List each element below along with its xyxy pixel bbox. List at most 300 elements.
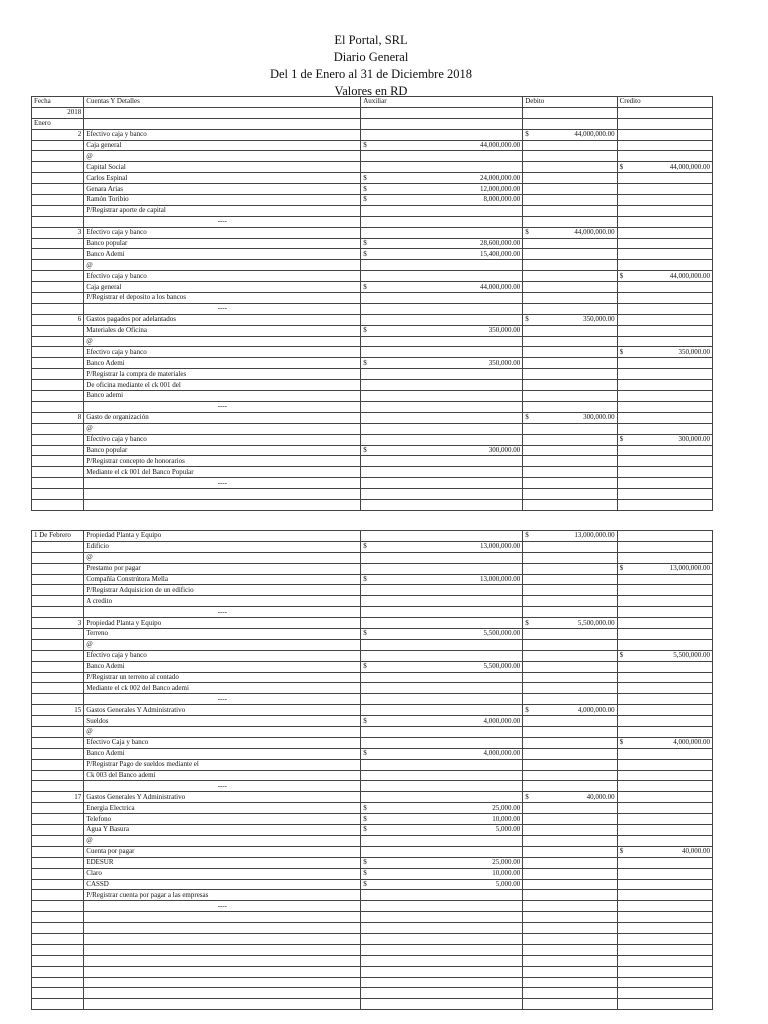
table-row — [32, 574, 713, 585]
table-row — [32, 358, 713, 369]
credit-cell — [617, 629, 712, 640]
credit-cell — [617, 857, 712, 868]
date-cell — [32, 912, 84, 923]
account-cell: Mediante el ck 001 del Banco Popular — [84, 467, 361, 478]
table-row — [32, 184, 713, 195]
credit-cell — [617, 541, 712, 552]
debit-cell — [523, 489, 617, 500]
credit-cell — [617, 151, 712, 162]
account-cell: Telefono — [84, 814, 361, 825]
date-cell — [32, 140, 84, 151]
currency-symbol: $ — [363, 869, 367, 878]
debit-cell — [523, 650, 617, 661]
currency-symbol: $ — [363, 575, 367, 583]
credit-cell — [617, 835, 712, 846]
auxiliar-cell — [361, 336, 523, 347]
date-cell — [32, 552, 84, 563]
auxiliar-cell — [361, 107, 523, 118]
debit-cell — [523, 705, 617, 716]
amount: 300,000.00 — [488, 445, 521, 454]
table-row — [32, 456, 713, 467]
credit-cell — [617, 803, 712, 814]
debit-cell — [523, 846, 617, 857]
amount: 350,000.00 — [488, 326, 521, 335]
amount: 44,000,000.00 — [574, 130, 615, 139]
credit-cell — [617, 912, 712, 923]
date-cell — [32, 868, 84, 879]
debit-cell — [523, 401, 617, 412]
debit-cell — [523, 759, 617, 770]
table-row — [32, 445, 713, 456]
auxiliar-cell — [361, 618, 523, 629]
date-cell: Enero — [32, 118, 84, 129]
auxiliar-cell — [361, 716, 523, 727]
table-row — [32, 489, 713, 500]
debit-cell — [523, 607, 617, 618]
debit-cell — [523, 639, 617, 650]
currency-symbol: $ — [363, 249, 367, 258]
table-row — [32, 846, 713, 857]
credit-cell — [617, 325, 712, 336]
debit-cell — [523, 467, 617, 478]
debit-cell — [523, 282, 617, 293]
table-row — [32, 205, 713, 216]
account-cell — [84, 107, 361, 118]
auxiliar-cell — [361, 412, 523, 423]
date-cell — [32, 499, 84, 510]
table-row — [32, 955, 713, 966]
credit-cell — [617, 890, 712, 901]
table-row — [32, 162, 713, 173]
currency-symbol: $ — [525, 228, 529, 237]
table-row — [32, 541, 713, 552]
date-cell — [32, 825, 84, 836]
date-cell — [32, 966, 84, 977]
table-row — [32, 716, 713, 727]
account-cell: Gastos pagados por adelantados — [84, 314, 361, 325]
account-cell: EDESUR — [84, 857, 361, 868]
account-cell — [84, 912, 361, 923]
currency-symbol: $ — [619, 435, 624, 444]
table-header-row — [32, 97, 713, 108]
credit-cell — [617, 879, 712, 890]
credit-cell — [617, 977, 712, 988]
credit-cell — [617, 271, 712, 282]
debit-cell — [523, 358, 617, 369]
account-cell — [84, 944, 361, 955]
entry-separator: ---- — [217, 781, 227, 790]
table-row — [32, 129, 713, 140]
auxiliar-cell — [361, 629, 523, 640]
auxiliar-cell — [361, 325, 523, 336]
auxiliar-cell — [361, 369, 523, 380]
auxiliar-cell — [361, 781, 523, 792]
table-row — [32, 737, 713, 748]
table-row — [32, 585, 713, 596]
account-cell: Cuenta por pagar — [84, 846, 361, 857]
auxiliar-cell — [361, 358, 523, 369]
account-cell: Banco Ademi — [84, 661, 361, 672]
account-cell — [84, 999, 361, 1010]
auxiliar-cell — [361, 574, 523, 585]
account-cell — [84, 933, 361, 944]
account-cell: Gastos Generales Y Administrativo — [84, 792, 361, 803]
table-row — [32, 293, 713, 304]
amount: 25,000.00 — [492, 803, 521, 812]
auxiliar-cell — [361, 205, 523, 216]
table-row — [32, 857, 713, 868]
debit-cell — [523, 814, 617, 825]
debit-cell — [523, 238, 617, 249]
table-row — [32, 563, 713, 574]
account-cell: Terreno — [84, 629, 361, 640]
table-row — [32, 770, 713, 781]
debit-cell — [523, 140, 617, 151]
credit-cell — [617, 184, 712, 195]
date-cell — [32, 607, 84, 618]
account-cell: Caja general — [84, 140, 361, 151]
date-cell — [32, 391, 84, 402]
table-row — [32, 661, 713, 672]
credit-cell — [617, 358, 712, 369]
credit-cell — [617, 770, 712, 781]
account-cell: Caja general — [84, 282, 361, 293]
auxiliar-cell — [361, 401, 523, 412]
credit-cell — [617, 901, 712, 912]
credit-cell — [617, 205, 712, 216]
credit-cell — [617, 531, 712, 542]
currency-symbol: $ — [363, 662, 367, 671]
credit-cell — [617, 401, 712, 412]
table-row — [32, 781, 713, 792]
table-row — [32, 650, 713, 661]
amount: 5,000.00 — [495, 825, 521, 834]
credit-cell — [617, 552, 712, 563]
debit-cell — [523, 629, 617, 640]
auxiliar-cell — [361, 314, 523, 325]
date-cell — [32, 401, 84, 412]
table-row — [32, 835, 713, 846]
table-row — [32, 618, 713, 629]
table-row — [32, 923, 713, 934]
date-cell — [32, 184, 84, 195]
date-cell — [32, 173, 84, 184]
debit-cell — [523, 216, 617, 227]
currency-symbol: $ — [363, 445, 367, 454]
table-row — [32, 401, 713, 412]
currency-symbol: $ — [363, 195, 367, 204]
auxiliar-cell — [361, 955, 523, 966]
auxiliar-cell — [361, 737, 523, 748]
currency-symbol: $ — [363, 173, 367, 182]
debit-cell — [523, 933, 617, 944]
auxiliar-cell — [361, 347, 523, 358]
account-cell — [84, 489, 361, 500]
currency-symbol: $ — [363, 825, 367, 834]
auxiliar-cell — [361, 607, 523, 618]
credit-cell — [617, 489, 712, 500]
auxiliar-cell — [361, 118, 523, 129]
date-cell — [32, 467, 84, 478]
table-row — [32, 303, 713, 314]
account-cell: @ — [84, 835, 361, 846]
debit-cell — [523, 737, 617, 748]
debit-cell — [523, 879, 617, 890]
credit-cell — [617, 727, 712, 738]
currency-symbol: $ — [363, 141, 367, 149]
account-cell: CASSD — [84, 879, 361, 890]
currency-note: Valores en RD — [334, 84, 408, 98]
account-cell: Ck 003 del Banco ademi — [84, 770, 361, 781]
debit-cell — [523, 890, 617, 901]
credit-cell — [617, 249, 712, 260]
amount: 350,000.00 — [678, 347, 710, 356]
amount: 4,000,000.00 — [483, 749, 521, 758]
auxiliar-cell — [361, 478, 523, 489]
table-row — [32, 748, 713, 759]
table-row — [32, 552, 713, 563]
credit-cell — [617, 107, 712, 118]
date-cell — [32, 596, 84, 607]
credit-cell — [617, 303, 712, 314]
date-cell — [32, 271, 84, 282]
account-cell: Efectivo caja y banco — [84, 271, 361, 282]
table-row — [32, 107, 713, 118]
auxiliar-cell — [361, 661, 523, 672]
debit-cell — [523, 478, 617, 489]
credit-cell — [617, 314, 712, 325]
date-cell — [32, 369, 84, 380]
table-row — [32, 216, 713, 227]
debit-cell — [523, 445, 617, 456]
account-cell: @ — [84, 639, 361, 650]
debit-cell — [523, 434, 617, 445]
credit-cell — [617, 456, 712, 467]
account-cell — [84, 966, 361, 977]
account-cell: Gasto de organización — [84, 412, 361, 423]
amount: 44,000,000.00 — [574, 228, 615, 237]
table-row — [32, 825, 713, 836]
account-cell — [84, 955, 361, 966]
entry-separator: ---- — [217, 217, 227, 226]
auxiliar-cell — [361, 650, 523, 661]
date-cell — [32, 650, 84, 661]
auxiliar-cell — [361, 933, 523, 944]
auxiliar-cell — [361, 249, 523, 260]
date-cell — [32, 445, 84, 456]
table-row — [32, 639, 713, 650]
auxiliar-cell — [361, 977, 523, 988]
amount: 25,000.00 — [492, 858, 521, 867]
auxiliar-cell — [361, 803, 523, 814]
amount: 5,500,000.00 — [483, 662, 521, 671]
date-cell — [32, 434, 84, 445]
auxiliar-cell — [361, 238, 523, 249]
date-cell: 6 — [32, 314, 84, 325]
auxiliar-cell — [361, 672, 523, 683]
date-cell — [32, 999, 84, 1010]
credit-cell — [617, 282, 712, 293]
date-cell: 3 — [32, 227, 84, 238]
debit-cell — [523, 271, 617, 282]
debit-cell — [523, 260, 617, 271]
date-cell — [32, 955, 84, 966]
credit-cell — [617, 868, 712, 879]
amount: 12,000,000.00 — [479, 184, 521, 193]
account-cell: Gastos Generales Y Administrativo — [84, 705, 361, 716]
account-cell: Materiales de Oficina — [84, 325, 361, 336]
credit-cell — [617, 467, 712, 478]
date-cell — [32, 456, 84, 467]
journal-table-january — [31, 96, 713, 511]
date-cell — [32, 944, 84, 955]
table-row — [32, 694, 713, 705]
debit-cell — [523, 303, 617, 314]
table-row — [32, 434, 713, 445]
amount: 13,000,000.00 — [479, 542, 521, 551]
credit-cell — [617, 999, 712, 1010]
debit-cell — [523, 770, 617, 781]
currency-symbol: $ — [363, 629, 367, 638]
account-cell: @ — [84, 552, 361, 563]
account-cell: P/Registrar un terreno al contado — [84, 672, 361, 683]
entry-separator: ---- — [217, 304, 227, 313]
table-row — [32, 901, 713, 912]
table-row — [32, 195, 713, 206]
table-row — [32, 683, 713, 694]
date-cell — [32, 205, 84, 216]
column-header-cuentas: Cuentas Y Detalles — [84, 97, 361, 108]
auxiliar-cell — [361, 923, 523, 934]
credit-cell — [617, 639, 712, 650]
date-cell — [32, 814, 84, 825]
date-cell: 17 — [32, 792, 84, 803]
auxiliar-cell — [361, 184, 523, 195]
account-cell: Genara Arias — [84, 184, 361, 195]
amount: 8,000,000.00 — [483, 195, 521, 204]
auxiliar-cell — [361, 541, 523, 552]
date-cell — [32, 380, 84, 391]
auxiliar-cell — [361, 901, 523, 912]
currency-symbol: $ — [363, 282, 367, 291]
table-row — [32, 118, 713, 129]
debit-cell — [523, 336, 617, 347]
credit-cell — [617, 563, 712, 574]
debit-cell — [523, 803, 617, 814]
table-row — [32, 977, 713, 988]
account-cell — [84, 401, 361, 412]
amount: 44,000,000.00 — [669, 271, 710, 280]
account-cell: Energia Electrica — [84, 803, 361, 814]
column-header-auxiliar: Auxiliar — [361, 97, 523, 108]
debit-cell — [523, 563, 617, 574]
entry-separator: ---- — [217, 694, 227, 703]
auxiliar-cell — [361, 271, 523, 282]
table-row — [32, 912, 713, 923]
account-cell — [84, 901, 361, 912]
currency-symbol: $ — [363, 858, 367, 867]
date-cell — [32, 933, 84, 944]
currency-symbol: $ — [363, 716, 367, 725]
currency-symbol: $ — [525, 531, 529, 540]
account-cell: P/Registrar el deposito a los bancos — [84, 293, 361, 304]
account-cell: P/Registrar concepto de honorarios — [84, 456, 361, 467]
table-row — [32, 792, 713, 803]
debit-cell — [523, 727, 617, 738]
amount: 4,000,000.00 — [483, 716, 521, 725]
column-header-credito: Credito — [617, 97, 712, 108]
currency-symbol: $ — [363, 879, 367, 888]
auxiliar-cell — [361, 552, 523, 563]
auxiliar-cell — [361, 303, 523, 314]
account-cell: Banco Ademi — [84, 358, 361, 369]
amount: 44,000,000.00 — [669, 162, 710, 171]
credit-cell — [617, 781, 712, 792]
amount: 5,000.00 — [495, 879, 521, 888]
currency-symbol: $ — [363, 358, 367, 367]
account-cell: P/Registrar cuenta por pagar a las empresas — [84, 890, 361, 901]
date-cell: 2 — [32, 129, 84, 140]
date-cell — [32, 563, 84, 574]
currency-symbol: $ — [619, 738, 624, 747]
date-cell: 3 — [32, 618, 84, 629]
document-title-block — [0, 32, 742, 100]
auxiliar-cell — [361, 868, 523, 879]
debit-cell — [523, 694, 617, 705]
amount: 40,000.00 — [586, 792, 615, 801]
currency-symbol: $ — [525, 792, 529, 801]
debit-cell — [523, 792, 617, 803]
debit-cell — [523, 380, 617, 391]
debit-cell — [523, 541, 617, 552]
auxiliar-cell — [361, 825, 523, 836]
account-cell: Banco popular — [84, 445, 361, 456]
currency-symbol: $ — [363, 184, 367, 193]
currency-symbol: $ — [363, 239, 367, 248]
auxiliar-cell — [361, 596, 523, 607]
account-cell: Prestamo por pagar — [84, 563, 361, 574]
credit-cell — [617, 173, 712, 184]
debit-cell — [523, 227, 617, 238]
credit-cell — [617, 162, 712, 173]
credit-cell — [617, 814, 712, 825]
debit-cell — [523, 347, 617, 358]
currency-symbol: $ — [525, 413, 529, 422]
amount: 24,000,000.00 — [479, 173, 521, 182]
auxiliar-cell — [361, 835, 523, 846]
debit-cell — [523, 107, 617, 118]
journal-table-february — [31, 530, 713, 1010]
credit-cell — [617, 216, 712, 227]
date-cell — [32, 923, 84, 934]
debit-cell — [523, 552, 617, 563]
debit-cell — [523, 423, 617, 434]
account-cell: @ — [84, 423, 361, 434]
credit-cell — [617, 195, 712, 206]
date-cell — [32, 489, 84, 500]
table-row — [32, 814, 713, 825]
auxiliar-cell — [361, 216, 523, 227]
date-cell — [32, 574, 84, 585]
table-row — [32, 249, 713, 260]
credit-cell — [617, 118, 712, 129]
debit-cell — [523, 412, 617, 423]
account-cell: @ — [84, 260, 361, 271]
date-cell — [32, 988, 84, 999]
amount: 4,000,000.00 — [673, 738, 710, 747]
account-cell: A credito — [84, 596, 361, 607]
account-cell — [84, 118, 361, 129]
